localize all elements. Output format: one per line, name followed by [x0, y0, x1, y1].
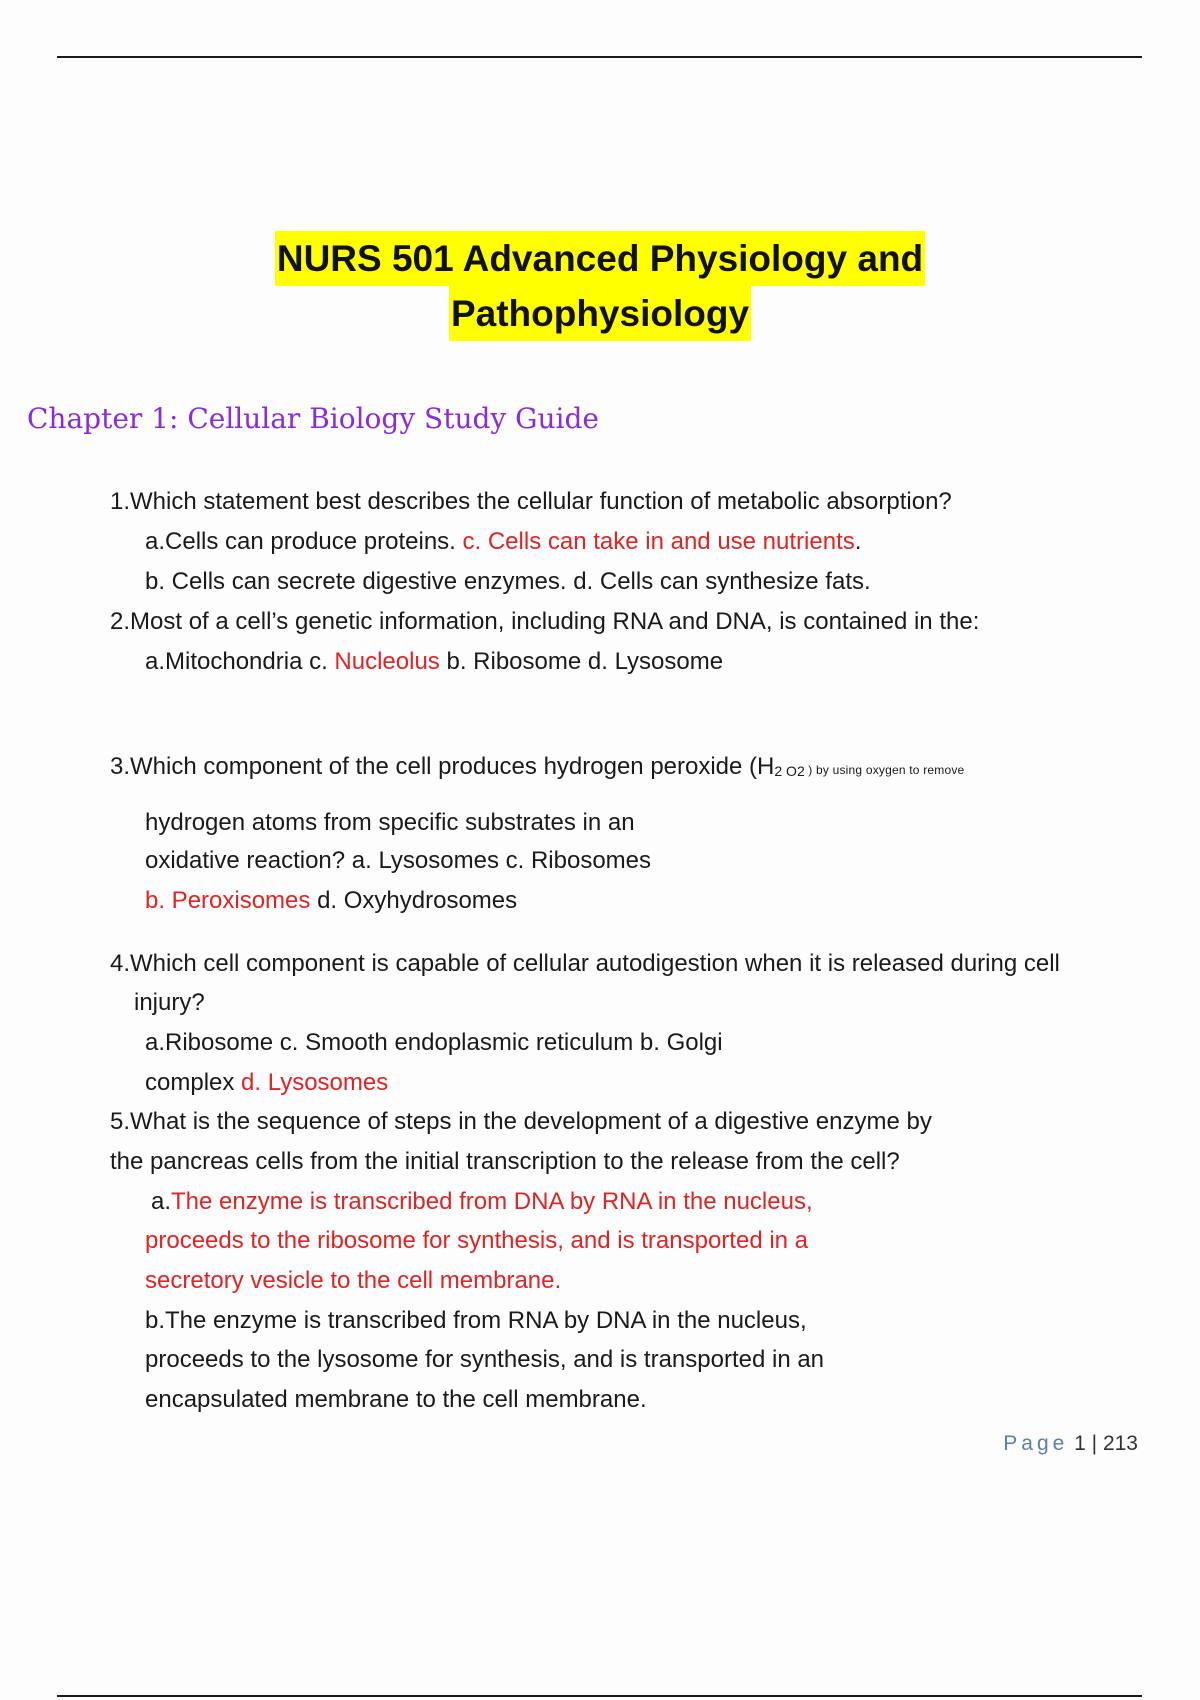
q1-correct-answer: c. Cells can take in and use nutrients: [462, 528, 855, 555]
chapter-heading: Chapter 1: Cellular Biology Study Guide: [27, 402, 600, 435]
q2-correct-answer: Nucleolus: [334, 648, 440, 675]
q5-stem-2: the pancreas cells from the initial transcription to the release from the cell?: [110, 1148, 900, 1175]
q1-period: .: [854, 528, 862, 555]
q1-options-line-1: [145, 526, 861, 558]
q4-stem-2: injury?: [134, 989, 205, 1016]
q3-stem: [110, 751, 964, 787]
q1-stem: 1.Which statement best describes the cellular function of metabolic absorption?: [110, 488, 952, 515]
q3-correct-answer: b. Peroxisomes: [145, 887, 311, 914]
q2-options-line: [145, 646, 723, 678]
q4-correct-answer: d. Lysosomes: [241, 1069, 389, 1096]
document-title: [0, 231, 1200, 341]
q3-line-3: [145, 885, 517, 917]
q3-formula-subscript: 2 O2: [774, 763, 805, 779]
top-rule: [57, 56, 1142, 58]
q5-correct-answer-line-2: proceeds to the ribosome for synthesis, and is transported in a: [145, 1227, 809, 1254]
bottom-rule: [57, 1695, 1142, 1697]
q3-stem-main: 3.Which component of the cell produces hydrogen peroxide (H: [110, 753, 775, 780]
q5-correct-answer-line-1: The enzyme is transcribed from DNA by RNA in the nucleus,: [171, 1188, 813, 1215]
q5-option-b-line-1: b.The enzyme is transcribed from RNA by DNA in the nucleus,: [145, 1307, 807, 1334]
q5-stem-1: 5.What is the sequence of steps in the development of a digestive enzyme by: [110, 1108, 932, 1135]
q4-options-line-2: [145, 1067, 388, 1099]
q3-line-1: hydrogen atoms from specific substrates in an: [145, 809, 635, 836]
page-footer: [1003, 1432, 1138, 1456]
q4-option-b-cont: complex: [145, 1069, 242, 1096]
q5-option-b-line-3: encapsulated membrane to the cell membrane.: [145, 1386, 647, 1413]
q3-stem-tail: ) by using oxygen to remove: [804, 763, 965, 777]
q4-options-line-1: a.Ribosome c. Smooth endoplasmic reticulum b. Golgi: [145, 1029, 723, 1056]
q4-stem-1: 4.Which cell component is capable of cellular autodigestion when it is released during cell: [110, 950, 1060, 977]
title-line-1: NURS 501 Advanced Physiology and: [275, 231, 925, 286]
q2-other-options: b. Ribosome d. Lysosome: [439, 648, 724, 675]
q5-option-a-line-1: [151, 1186, 813, 1218]
q5-correct-answer-line-3: secretory vesicle to the cell membrane.: [145, 1267, 562, 1294]
q5-option-a-label: a.: [151, 1188, 172, 1215]
q3-other-option: d. Oxyhydrosomes: [310, 887, 518, 914]
page-number: 1 | 213: [1068, 1432, 1138, 1455]
q2-option-a: a.Mitochondria c.: [145, 648, 335, 675]
q1-options-line-2: b. Cells can secrete digestive enzymes. d. Cells can synthesize fats.: [145, 568, 871, 595]
q3-line-2: oxidative reaction? a. Lysosomes c. Ribosomes: [145, 847, 652, 874]
page-word: Page: [1003, 1432, 1069, 1455]
q2-stem: 2.Most of a cell’s genetic information, including RNA and DNA, is contained in the:: [110, 608, 980, 635]
q1-option-a: a.Cells can produce proteins.: [145, 528, 463, 555]
q5-option-b-line-2: proceeds to the lysosome for synthesis, and is transported in an: [145, 1346, 825, 1373]
title-line-2: Pathophysiology: [449, 286, 751, 341]
